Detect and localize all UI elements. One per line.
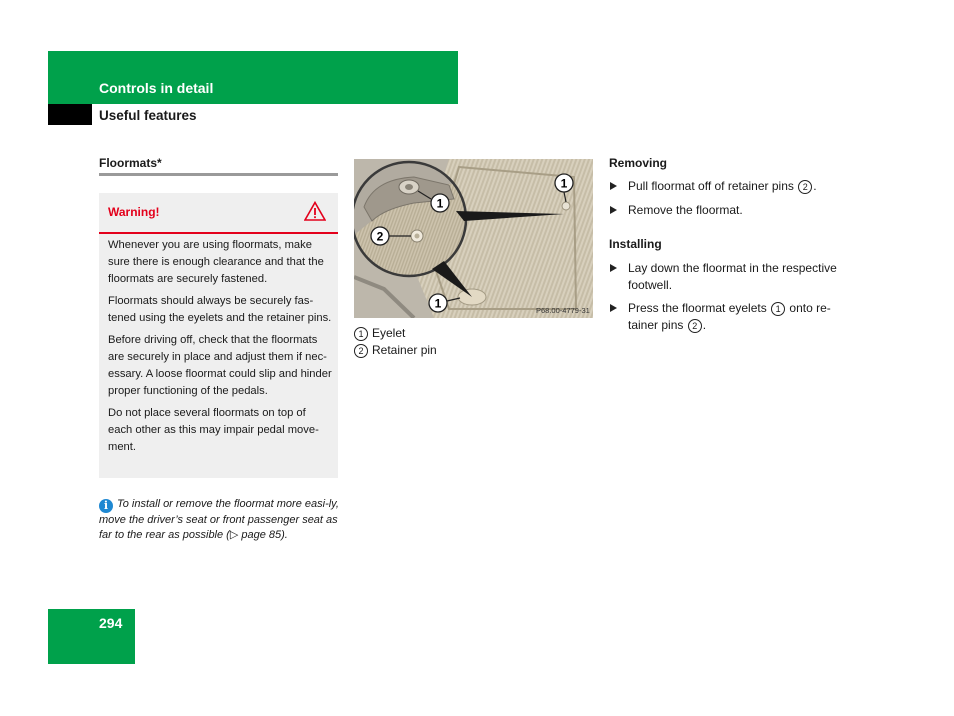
warning-body [108, 237, 332, 461]
warning-paragraph: Before driving off, check that the floormats are securely in place and adjust them if nec-essary. A loose floormat could slip and hinder proper functioning of the pedals. [108, 334, 332, 397]
warning-paragraph: Whenever you are using floormats, make sure there is enough clearance and that the floormats are securely fastened. [108, 239, 324, 285]
warning-header [99, 193, 338, 234]
ref-number: 2 [688, 319, 702, 333]
svg-text:2: 2 [376, 229, 384, 244]
figure-reference: P68.00-4779-31 [536, 306, 590, 315]
bullet-triangle-icon [610, 304, 617, 312]
floormats-heading: Floormats* [99, 156, 162, 170]
legend-item [354, 343, 437, 358]
section-title: Controls in detail [99, 80, 214, 96]
warning-triangle-icon [304, 201, 326, 221]
warning-box [99, 193, 338, 478]
removing-heading: Removing [609, 156, 668, 170]
heading-divider [99, 173, 338, 176]
removing-step-1: Pull floormat off of retainer pins 2 . [609, 178, 854, 195]
floormat-illustration [354, 159, 593, 318]
warning-paragraph: Do not place several floormats on top of each other as this may impair pedal move-ment. [108, 407, 319, 453]
installing-step-2: Press the floormat eyelets 1 onto re-tainer pins 2 . [609, 300, 851, 334]
svg-text:1: 1 [434, 296, 442, 311]
subsection-title: Useful features [99, 108, 197, 123]
bullet-triangle-icon [610, 264, 617, 272]
removing-step-2: Remove the floormat. [609, 202, 854, 219]
svg-text:1: 1 [436, 196, 444, 211]
svg-text:1: 1 [560, 176, 568, 191]
info-text: To install or remove the floormat more easi-ly, move the driver’s seat or front passenger seat as far to the rear as possible (▷ page 85). [99, 498, 339, 541]
header-bar [48, 51, 458, 104]
info-note [99, 497, 341, 543]
legend-number: 1 [354, 327, 368, 341]
bullet-triangle-icon [610, 206, 617, 214]
legend-label: Eyelet [372, 326, 406, 340]
page-number: 294 [99, 615, 123, 631]
eyelet-marker [562, 202, 570, 210]
installing-heading: Installing [609, 237, 662, 251]
legend-number: 2 [354, 344, 368, 358]
info-icon: i [99, 499, 113, 513]
ref-number: 1 [771, 302, 785, 316]
section-tab [48, 104, 92, 125]
warning-paragraph: Floormats should always be securely fas-tened using the eyelets and the retainer pins. [108, 295, 332, 324]
warning-label: Warning! [108, 205, 160, 219]
legend-label: Retainer pin [372, 343, 437, 357]
ref-number: 2 [798, 180, 812, 194]
installing-step-1: Lay down the floormat in the respective footwell. [609, 260, 851, 294]
bullet-triangle-icon [610, 182, 617, 190]
legend-item [354, 326, 405, 341]
